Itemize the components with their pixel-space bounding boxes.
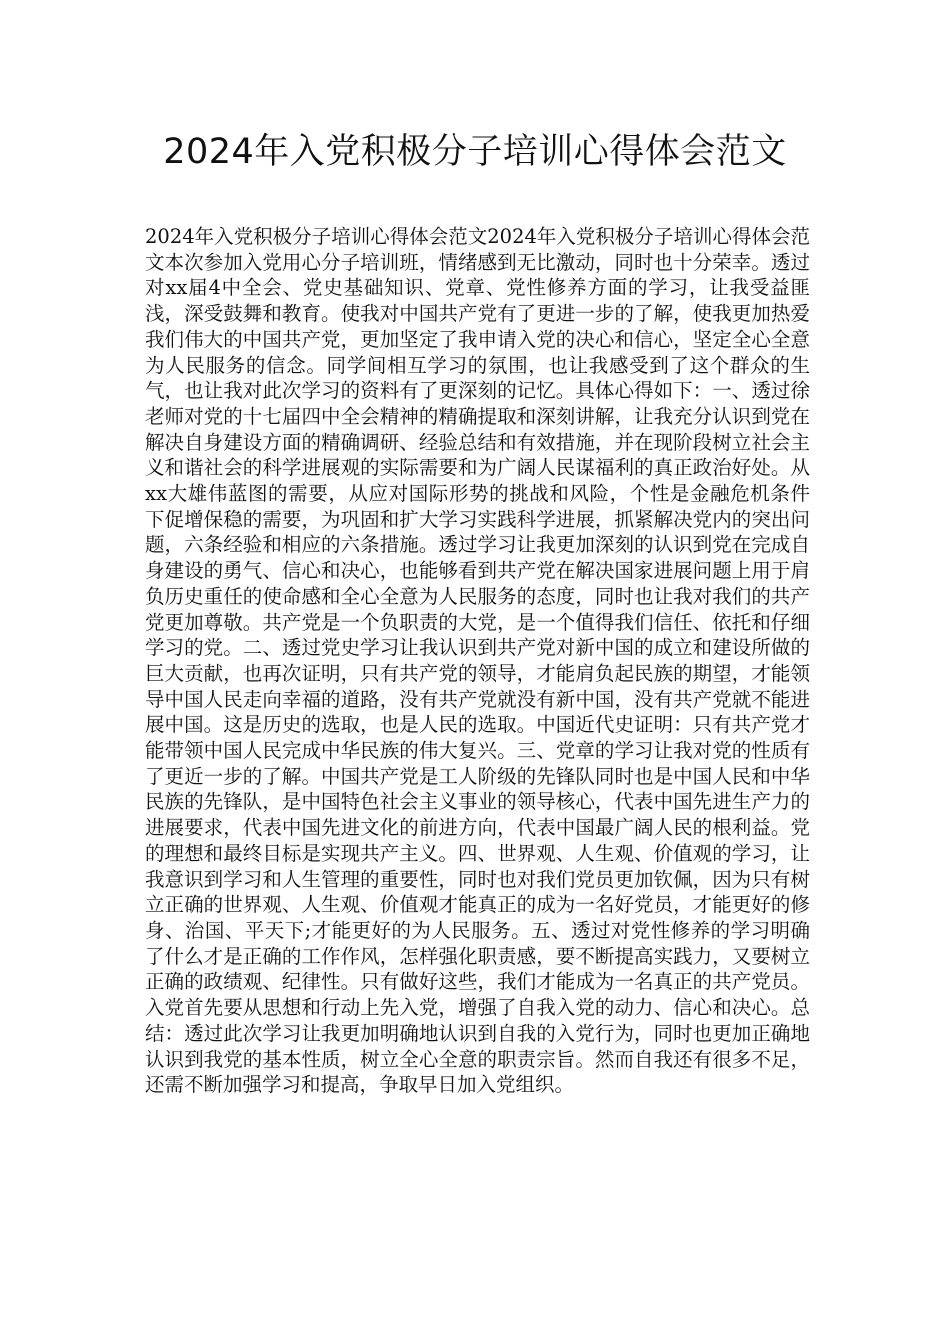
document-body-paragraph: 2024年入党积极分子培训心得体会范文2024年入党积极分子培训心得体会范文本次参加入党用心分子培训班，情绪感到无比激动，同时也十分荣幸。透过对xx届4中全会、党史基础知识、党章、党性修养方面的学习，让我受益匪浅，深受鼓舞和教育。使我对中国共产党有了更进一步的了解，使我更加热爱我们伟大的中国共产党，更加坚定了我申请入党的决心和信心，坚定全心全意为人民服务的信念。同学间相互学习的氛围，也让我感受到了这个群众的生气，也让我对此次学习的资料有了更深刻的记忆。具体心得如下：一、透过徐老师对党的十七届四中全会精神的精确提取和深刻讲解，让我充分认识到党在解决自身建设方面的精确调研、经验总结和有效措施，并在现阶段树立社会主义和谐社会的科学进展观的实际需要和为广阔人民谋福利的真正政治好处。从xx大雄伟蓝图的需要，从应对国际形势的挑战和风险，个性是金融危机条件下促增保稳的需要，为巩固和扩大学习实践科学进展，抓紧解决党内的突出问题，六条经验和相应的六条措施。透过学习让我更加深刻的认识到党在完成自身建设的勇气、信心和决心，也能够看到共产党在解决国家进展问题上用于肩负历史重任的使命感和全心全意为人民服务的态度，同时也让我对我们的共产党更加尊敬。共产党是一个负职责的大党，是一个值得我们信任、依托和仔细学习的党。二、透过党史学习让我认识到共产党对新中国的成立和建设所做的巨大贡献，也再次证明，只有共产党的领导，才能肩负起民族的期望，才能领导中国人民走向幸福的道路，没有共产党就没有新中国，没有共产党就不能进展中国。这是历史的选取，也是人民的选取。中国近代史证明：只有共产党才能带领中国人民完成中华民族的伟大复兴。三、党章的学习让我对党的性质有了更近一步的了解。中国共产党是工人阶级的先锋队同时也是中国人民和中华民族的先锋队，是中国特色社会主义事业的领导核心，代表中国先进生产力的进展要求，代表中国先进文化的前进方向，代表中国最广阔人民的根利益。党的理想和最终目标是实现共产主义。四、世界观、人生观、价值观的学习，让我意识到学习和人生管理的重要性，同时也对我们党员更加钦佩，因为只有树立正确的世界观、人生观、价值观才能真正的成为一名好党员，才能更好的修身、治国、平天下;才能更好的为人民服务。五、透过对党性修养的学习明确了什么才是正确的工作作风，怎样强化职责感，要不断提高实践力，又要树立正确的政绩观、纪律性。只有做好这些，我们才能成为一名真正的共产党员。入党首先要从思想和行动上先入党，增强了自我入党的动力、信心和决心。总结：透过此次学习让我更加明确地认识到自我的入党行为，同时也更加正确地认识到我党的基本性质，树立全心全意的职责宗旨。然而自我还有很多不足，还需不断加强学习和提高，争取早日加入党组织。 — [145, 225, 810, 1097]
document-title: 2024年入党积极分子培训心得体会范文 — [163, 132, 787, 172]
